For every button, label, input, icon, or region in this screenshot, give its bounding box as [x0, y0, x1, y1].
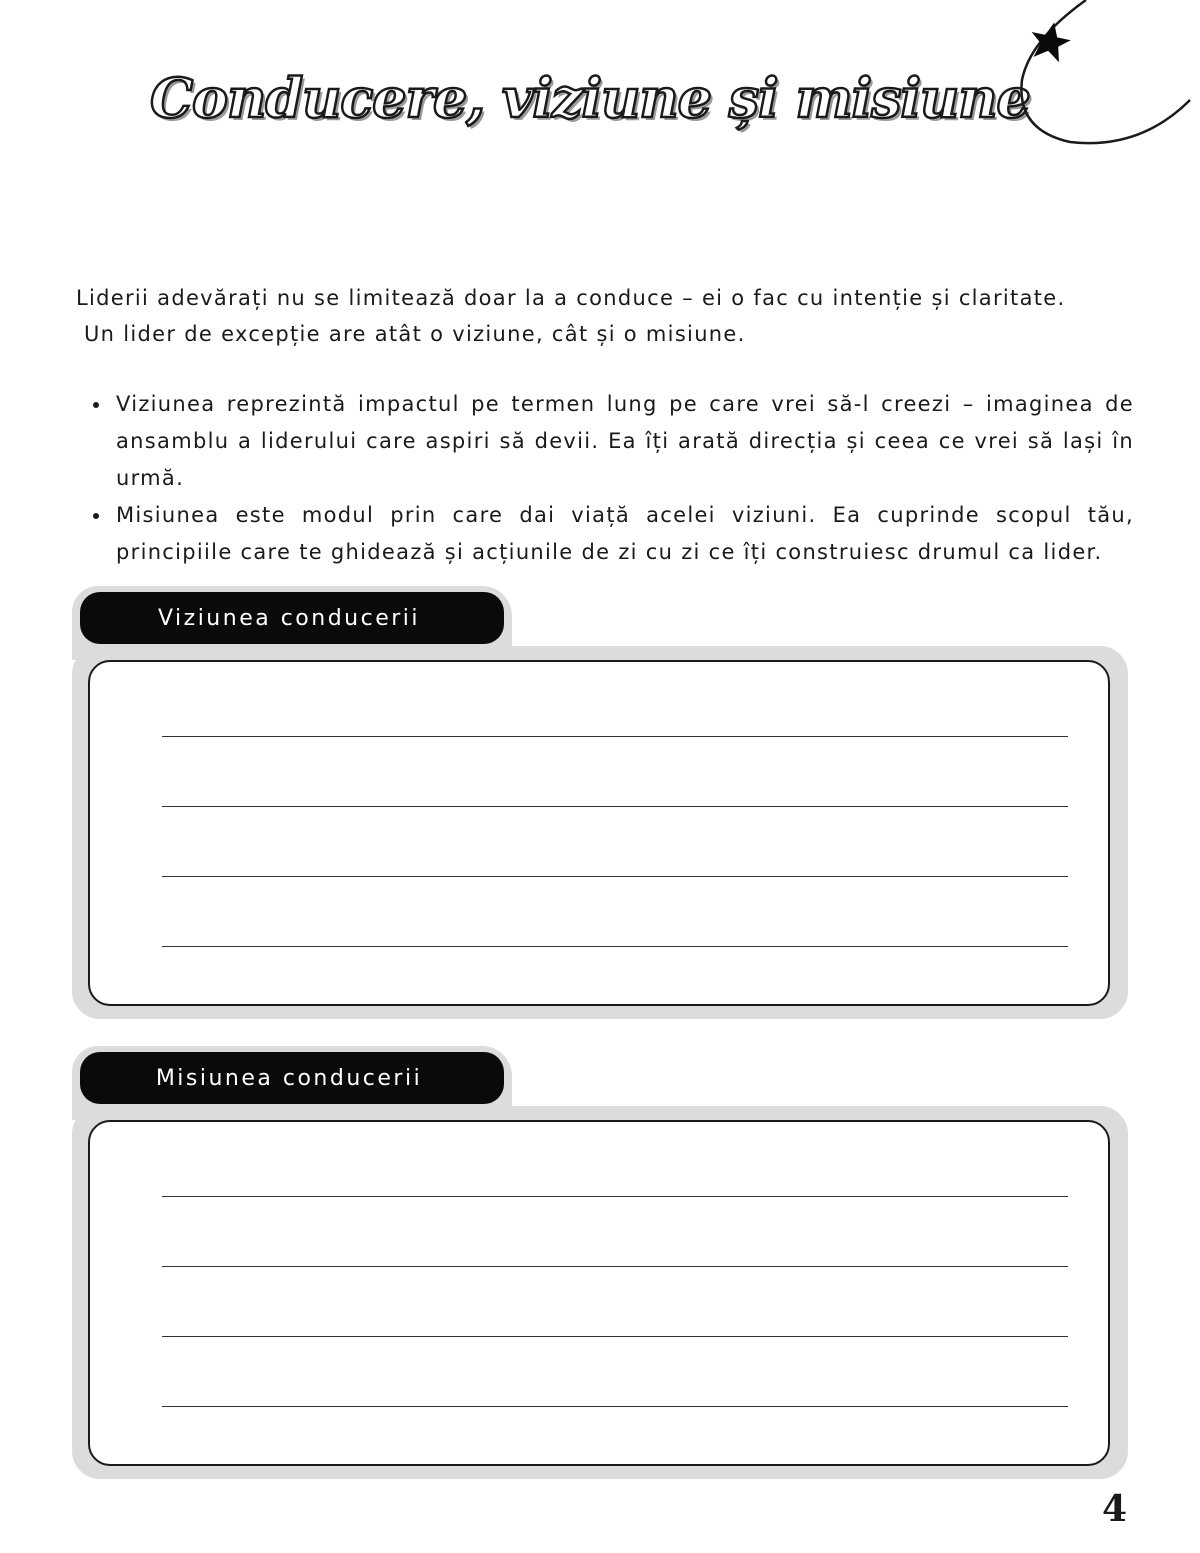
mission-tab-label: Misiunea conducerii [80, 1052, 504, 1104]
vision-definition: Viziunea reprezintă impactul pe termen lung pe care vrei să-l creezi – imaginea de ansamblu a liderului care aspiri să devii. Ea îți arată direcția și ceea ce vrei să lași în urmă. [88, 386, 1134, 497]
writing-line [162, 1406, 1068, 1407]
star-orbit-icon [1010, 0, 1200, 160]
vision-tab-label: Viziunea conducerii [80, 592, 504, 644]
writing-line [162, 876, 1068, 877]
writing-line [162, 1266, 1068, 1267]
writing-line [162, 806, 1068, 807]
mission-definition: Misiunea este modul prin care dai viață acelei viziuni. Ea cuprinde scopul tău, principiile care te ghidează și acțiunile de zi cu zi ce îți construiesc drumul ca lider. [88, 497, 1134, 571]
vision-writing-area[interactable] [88, 660, 1110, 1006]
intro-paragraph [76, 280, 1136, 352]
writing-line [162, 1336, 1068, 1337]
writing-line [162, 946, 1068, 947]
intro-line: Un lider de excepție are atât o viziune, cât și o misiune. [84, 322, 746, 346]
writing-line [162, 736, 1068, 737]
writing-line [162, 1196, 1068, 1197]
page-number: 4 [1102, 1488, 1128, 1530]
definition-list [88, 386, 1134, 571]
mission-writing-area[interactable] [88, 1120, 1110, 1466]
intro-line: Liderii adevărați nu se limitează doar la a conduce – ei o fac cu intenție și claritate. [76, 286, 1066, 310]
page-title: Conducere, viziune și misiune [150, 66, 1030, 130]
